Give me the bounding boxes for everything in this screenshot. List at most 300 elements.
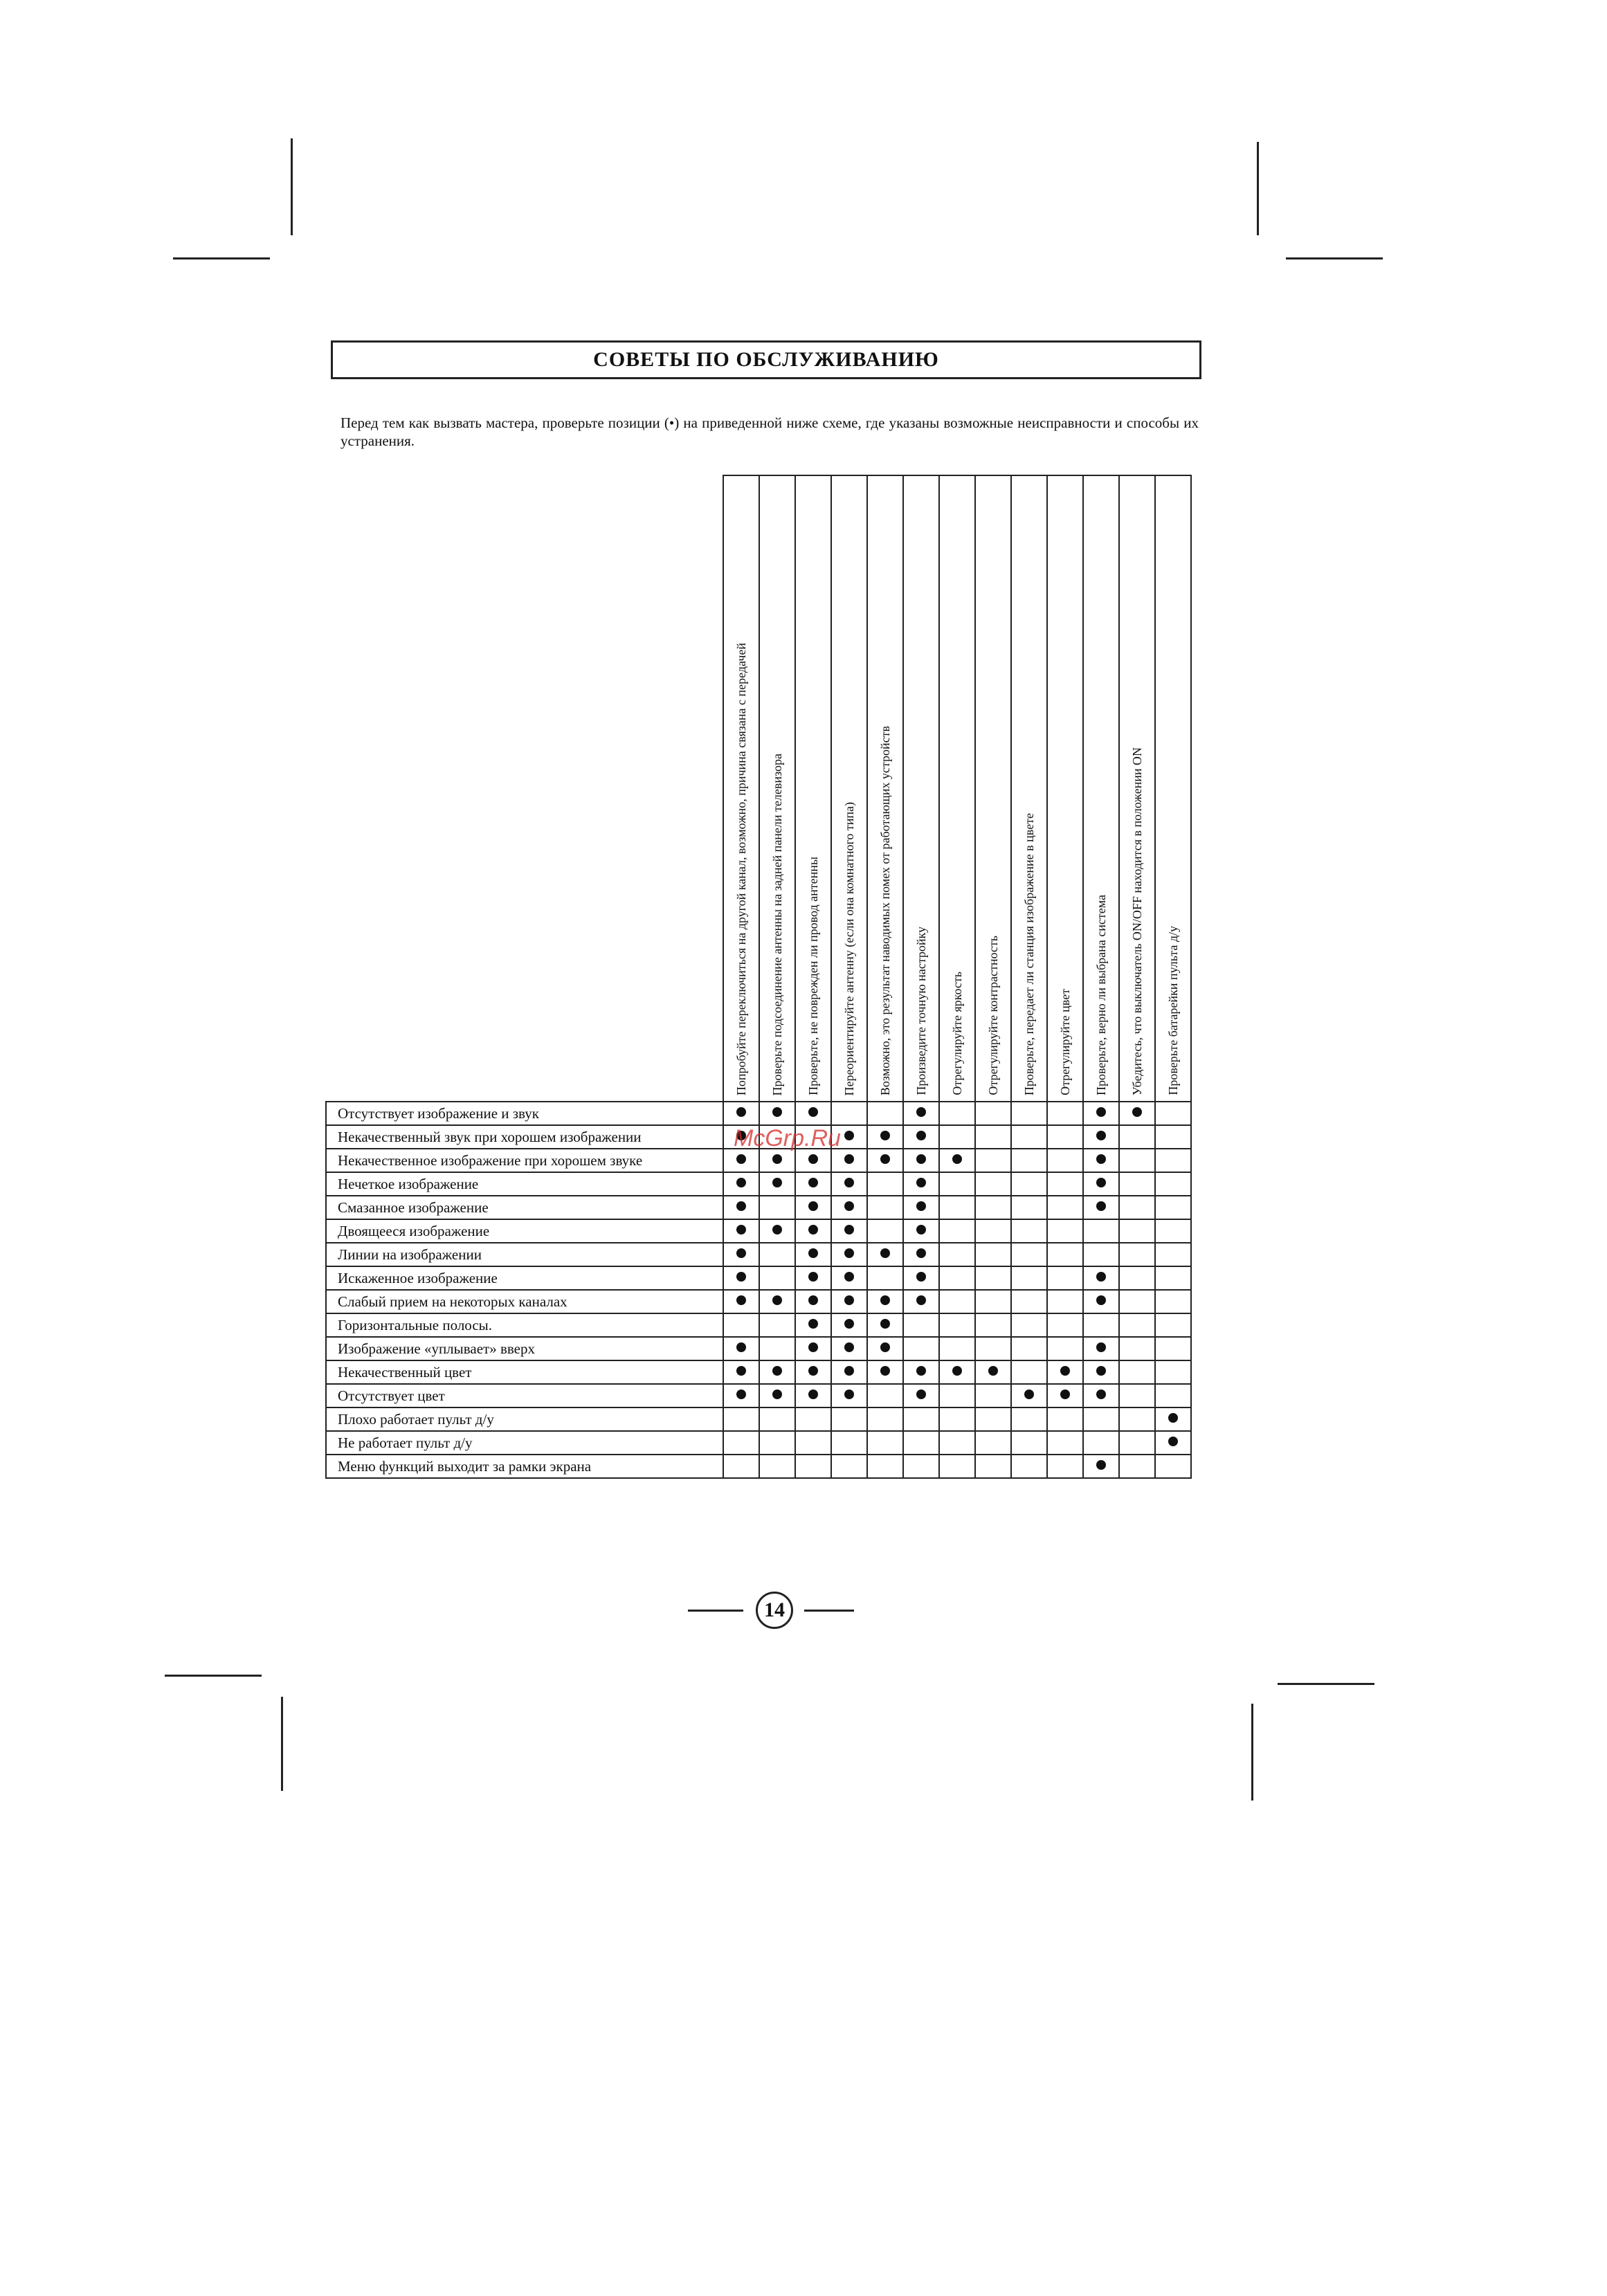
table-cell bbox=[1011, 1219, 1047, 1243]
table-cell bbox=[1155, 1384, 1191, 1407]
table-cell bbox=[723, 1431, 759, 1455]
table-cell bbox=[1047, 1219, 1083, 1243]
table-cell bbox=[759, 1266, 795, 1290]
crop-mark bbox=[173, 257, 270, 259]
table-cell bbox=[759, 1313, 795, 1337]
table-cell bbox=[1047, 1172, 1083, 1196]
table-cell bbox=[867, 1360, 903, 1384]
bullet-mark bbox=[844, 1319, 854, 1329]
column-header bbox=[795, 475, 831, 1102]
table-cell bbox=[1083, 1407, 1119, 1431]
bullet-mark bbox=[916, 1272, 926, 1282]
row-label: Линии на изображении bbox=[326, 1243, 723, 1266]
table-row bbox=[326, 1384, 1191, 1407]
bullet-mark bbox=[808, 1178, 818, 1187]
row-label: Не работает пульт д/у bbox=[326, 1431, 723, 1455]
table-cell bbox=[903, 1149, 939, 1172]
bullet-mark bbox=[808, 1295, 818, 1305]
table-cell bbox=[1047, 1290, 1083, 1313]
bullet-mark bbox=[916, 1107, 926, 1117]
table-cell bbox=[867, 1149, 903, 1172]
table-cell bbox=[759, 1290, 795, 1313]
table-cell bbox=[1155, 1243, 1191, 1266]
table-cell bbox=[939, 1172, 975, 1196]
bullet-mark bbox=[808, 1319, 818, 1329]
troubleshooting-table bbox=[325, 475, 1192, 1479]
table-cell bbox=[1083, 1219, 1119, 1243]
crop-mark bbox=[291, 138, 293, 235]
table-cell bbox=[1119, 1243, 1155, 1266]
table-cell bbox=[867, 1384, 903, 1407]
table-cell bbox=[867, 1407, 903, 1431]
bullet-mark bbox=[1096, 1460, 1106, 1470]
row-label: Изображение «уплывает» вверх bbox=[326, 1337, 723, 1360]
bullet-mark bbox=[880, 1366, 890, 1376]
table-cell bbox=[867, 1290, 903, 1313]
table-cell bbox=[903, 1360, 939, 1384]
table-cell bbox=[1119, 1102, 1155, 1125]
table-cell bbox=[1047, 1431, 1083, 1455]
table-cell bbox=[867, 1243, 903, 1266]
bullet-mark bbox=[772, 1107, 782, 1117]
bullet-mark bbox=[1060, 1366, 1070, 1376]
table-cell bbox=[867, 1196, 903, 1219]
table-cell bbox=[1083, 1196, 1119, 1219]
table-cell bbox=[1083, 1337, 1119, 1360]
column-header bbox=[1083, 475, 1119, 1102]
table-cell bbox=[831, 1102, 867, 1125]
header-spacer bbox=[326, 475, 723, 1102]
bullet-mark bbox=[772, 1154, 782, 1164]
bullet-mark bbox=[844, 1225, 854, 1234]
table-cell bbox=[903, 1243, 939, 1266]
table-cell bbox=[939, 1149, 975, 1172]
table-cell bbox=[1047, 1196, 1083, 1219]
table-cell bbox=[903, 1125, 939, 1149]
bullet-mark bbox=[1096, 1366, 1106, 1376]
bullet-mark bbox=[1096, 1295, 1106, 1305]
bullet-mark bbox=[1096, 1201, 1106, 1211]
table-cell bbox=[975, 1125, 1011, 1149]
table-cell bbox=[795, 1243, 831, 1266]
table-cell bbox=[1047, 1384, 1083, 1407]
table-cell bbox=[723, 1290, 759, 1313]
row-label: Смазанное изображение bbox=[326, 1196, 723, 1219]
table-cell bbox=[975, 1102, 1011, 1125]
table-cell bbox=[1011, 1431, 1047, 1455]
crop-mark bbox=[165, 1675, 262, 1677]
table-cell bbox=[1083, 1266, 1119, 1290]
table-cell bbox=[867, 1172, 903, 1196]
table-cell bbox=[1011, 1102, 1047, 1125]
bullet-mark bbox=[772, 1366, 782, 1376]
bullet-mark bbox=[880, 1295, 890, 1305]
row-label: Искаженное изображение bbox=[326, 1266, 723, 1290]
table-row bbox=[326, 1360, 1191, 1384]
table-cell bbox=[1047, 1125, 1083, 1149]
table-cell bbox=[1119, 1455, 1155, 1478]
table-row bbox=[326, 1172, 1191, 1196]
table-row bbox=[326, 1149, 1191, 1172]
table-cell bbox=[939, 1125, 975, 1149]
table-cell bbox=[1011, 1125, 1047, 1149]
table-cell bbox=[975, 1360, 1011, 1384]
table-cell bbox=[1155, 1125, 1191, 1149]
bullet-mark bbox=[916, 1131, 926, 1140]
table-cell bbox=[795, 1290, 831, 1313]
table-cell bbox=[1047, 1243, 1083, 1266]
bullet-mark bbox=[808, 1248, 818, 1258]
table-cell bbox=[759, 1196, 795, 1219]
table-cell bbox=[903, 1337, 939, 1360]
table-cell bbox=[903, 1172, 939, 1196]
table-cell bbox=[1083, 1149, 1119, 1172]
table-cell bbox=[939, 1337, 975, 1360]
table-cell bbox=[1155, 1266, 1191, 1290]
table-cell bbox=[1083, 1360, 1119, 1384]
table-cell bbox=[867, 1102, 903, 1125]
bullet-mark bbox=[844, 1154, 854, 1164]
table-cell bbox=[1155, 1360, 1191, 1384]
table-cell bbox=[939, 1407, 975, 1431]
bullet-mark bbox=[736, 1342, 746, 1352]
table-cell bbox=[1119, 1196, 1155, 1219]
table-cell bbox=[1155, 1196, 1191, 1219]
table-cell bbox=[795, 1407, 831, 1431]
table-cell bbox=[723, 1455, 759, 1478]
table-cell bbox=[831, 1431, 867, 1455]
table-cell bbox=[975, 1313, 1011, 1337]
bullet-mark bbox=[1024, 1390, 1034, 1399]
table-cell bbox=[1119, 1360, 1155, 1384]
table-cell bbox=[1119, 1313, 1155, 1337]
table-row bbox=[326, 1243, 1191, 1266]
bullet-mark bbox=[772, 1225, 782, 1234]
table-cell bbox=[795, 1360, 831, 1384]
table-cell bbox=[1011, 1149, 1047, 1172]
bullet-mark bbox=[736, 1272, 746, 1282]
bullet-mark bbox=[880, 1342, 890, 1352]
table-cell bbox=[903, 1219, 939, 1243]
table-cell bbox=[867, 1431, 903, 1455]
bullet-mark bbox=[736, 1201, 746, 1211]
table-cell bbox=[975, 1219, 1011, 1243]
row-label: Нечеткое изображение bbox=[326, 1172, 723, 1196]
bullet-mark bbox=[844, 1390, 854, 1399]
table-cell bbox=[903, 1313, 939, 1337]
column-header bbox=[903, 475, 939, 1102]
table-cell bbox=[939, 1384, 975, 1407]
table-cell bbox=[939, 1196, 975, 1219]
table-cell bbox=[723, 1407, 759, 1431]
table-cell bbox=[867, 1455, 903, 1478]
bullet-mark bbox=[844, 1201, 854, 1211]
table-cell bbox=[723, 1102, 759, 1125]
table-cell bbox=[723, 1196, 759, 1219]
table-row bbox=[326, 1337, 1191, 1360]
table-cell bbox=[831, 1360, 867, 1384]
table-row bbox=[326, 1290, 1191, 1313]
table-cell bbox=[1083, 1431, 1119, 1455]
bullet-mark bbox=[916, 1295, 926, 1305]
bullet-mark bbox=[916, 1248, 926, 1258]
table-cell bbox=[795, 1455, 831, 1478]
table-cell bbox=[975, 1431, 1011, 1455]
table-cell bbox=[939, 1102, 975, 1125]
table-cell bbox=[1011, 1313, 1047, 1337]
table-cell bbox=[1011, 1266, 1047, 1290]
bullet-mark bbox=[1096, 1154, 1106, 1164]
bullet-mark bbox=[1060, 1390, 1070, 1399]
column-header-label: Проверьте батарейки пульта д/у bbox=[1166, 926, 1180, 1095]
table-cell bbox=[1119, 1125, 1155, 1149]
table-cell bbox=[759, 1149, 795, 1172]
bullet-mark bbox=[916, 1178, 926, 1187]
bullet-mark bbox=[808, 1366, 818, 1376]
row-label: Двоящееся изображение bbox=[326, 1219, 723, 1243]
table-cell bbox=[903, 1384, 939, 1407]
column-header-label: Отрегулируйте цвет bbox=[1058, 989, 1072, 1095]
page-number-dash-right bbox=[804, 1610, 854, 1612]
table-cell bbox=[1119, 1407, 1155, 1431]
table-cell bbox=[831, 1407, 867, 1431]
table-cell bbox=[939, 1243, 975, 1266]
bullet-mark bbox=[808, 1154, 818, 1164]
table-row bbox=[326, 1431, 1191, 1455]
page-number: 14 bbox=[756, 1592, 793, 1629]
column-header bbox=[939, 475, 975, 1102]
column-header bbox=[1011, 475, 1047, 1102]
crop-mark bbox=[1251, 1704, 1253, 1801]
table-cell bbox=[723, 1384, 759, 1407]
table-cell bbox=[723, 1219, 759, 1243]
page-number-dash-left bbox=[688, 1610, 743, 1612]
bullet-mark bbox=[844, 1272, 854, 1282]
bullet-mark bbox=[808, 1272, 818, 1282]
table-cell bbox=[975, 1290, 1011, 1313]
table-cell bbox=[867, 1337, 903, 1360]
table-cell bbox=[903, 1431, 939, 1455]
column-header bbox=[975, 475, 1011, 1102]
table-cell bbox=[1155, 1149, 1191, 1172]
bullet-mark bbox=[772, 1390, 782, 1399]
bullet-mark bbox=[1168, 1413, 1178, 1423]
table-cell bbox=[831, 1196, 867, 1219]
table-cell bbox=[1155, 1219, 1191, 1243]
table-cell bbox=[831, 1172, 867, 1196]
table-cell bbox=[903, 1290, 939, 1313]
table-cell bbox=[903, 1196, 939, 1219]
bullet-mark bbox=[808, 1201, 818, 1211]
table-cell bbox=[1119, 1266, 1155, 1290]
table-cell bbox=[1155, 1172, 1191, 1196]
row-label: Некачественный цвет bbox=[326, 1360, 723, 1384]
table-cell bbox=[1083, 1243, 1119, 1266]
bullet-mark bbox=[736, 1154, 746, 1164]
table-cell bbox=[867, 1125, 903, 1149]
table-cell bbox=[831, 1337, 867, 1360]
table-cell bbox=[759, 1219, 795, 1243]
table-cell bbox=[1119, 1384, 1155, 1407]
column-header-label: Проверьте, передает ли станция изображение в цвете bbox=[1022, 812, 1036, 1095]
table-cell bbox=[939, 1313, 975, 1337]
crop-mark bbox=[281, 1697, 283, 1791]
table-row bbox=[326, 1102, 1191, 1125]
row-label: Меню функций выходит за рамки экрана bbox=[326, 1455, 723, 1478]
table-cell bbox=[939, 1266, 975, 1290]
bullet-mark bbox=[736, 1295, 746, 1305]
row-label: Некачественное изображение при хорошем звуке bbox=[326, 1149, 723, 1172]
column-header-label: Проверьте, не поврежден ли провод антенны bbox=[806, 857, 820, 1095]
row-label: Некачественный звук при хорошем изображении bbox=[326, 1125, 723, 1149]
table-cell bbox=[759, 1407, 795, 1431]
table-cell bbox=[1119, 1149, 1155, 1172]
table-cell bbox=[759, 1360, 795, 1384]
row-label: Отсутствует изображение и звук bbox=[326, 1102, 723, 1125]
table-cell bbox=[1047, 1455, 1083, 1478]
intro-text: Перед тем как вызвать мастера, проверьте позиции (•) на приведенной ниже схеме, где указаны возможные неисправности и способы их устранения. bbox=[341, 414, 1199, 449]
table-cell bbox=[903, 1455, 939, 1478]
bullet-mark bbox=[772, 1295, 782, 1305]
bullet-mark bbox=[1096, 1342, 1106, 1352]
table-row bbox=[326, 1266, 1191, 1290]
table-cell bbox=[975, 1172, 1011, 1196]
bullet-mark bbox=[808, 1225, 818, 1234]
table-row bbox=[326, 1196, 1191, 1219]
table-cell bbox=[795, 1313, 831, 1337]
column-header bbox=[1155, 475, 1191, 1102]
column-header-label: Возможно, это результат наводимых помех от работающих устройств bbox=[878, 725, 892, 1095]
table-cell bbox=[723, 1149, 759, 1172]
bullet-mark bbox=[844, 1366, 854, 1376]
table-cell bbox=[867, 1219, 903, 1243]
bullet-mark bbox=[736, 1225, 746, 1234]
bullet-mark bbox=[808, 1342, 818, 1352]
table-cell bbox=[831, 1455, 867, 1478]
table-cell bbox=[1083, 1384, 1119, 1407]
table-cell bbox=[939, 1290, 975, 1313]
table-cell bbox=[723, 1266, 759, 1290]
table-cell bbox=[795, 1102, 831, 1125]
table-cell bbox=[867, 1266, 903, 1290]
bullet-mark bbox=[844, 1342, 854, 1352]
bullet-mark bbox=[952, 1366, 962, 1376]
table-cell bbox=[1011, 1360, 1047, 1384]
table-cell bbox=[1011, 1337, 1047, 1360]
column-header-row bbox=[326, 475, 1191, 1102]
table-cell bbox=[723, 1172, 759, 1196]
bullet-mark bbox=[916, 1390, 926, 1399]
row-label: Горизонтальные полосы. bbox=[326, 1313, 723, 1337]
table-cell bbox=[795, 1431, 831, 1455]
table-cell bbox=[975, 1149, 1011, 1172]
bullet-mark bbox=[952, 1154, 962, 1164]
table-cell bbox=[939, 1431, 975, 1455]
table-cell bbox=[1083, 1455, 1119, 1478]
page-title: СОВЕТЫ ПО ОБСЛУЖИВАНИЮ bbox=[331, 340, 1201, 379]
table-cell bbox=[1155, 1102, 1191, 1125]
table-cell bbox=[1083, 1172, 1119, 1196]
table-cell bbox=[1047, 1149, 1083, 1172]
table-cell bbox=[975, 1196, 1011, 1219]
bullet-mark bbox=[916, 1225, 926, 1234]
row-label: Отсутствует цвет bbox=[326, 1384, 723, 1407]
table-cell bbox=[903, 1102, 939, 1125]
table-cell bbox=[759, 1337, 795, 1360]
table-cell bbox=[975, 1243, 1011, 1266]
table-cell bbox=[939, 1219, 975, 1243]
table-cell bbox=[1047, 1360, 1083, 1384]
bullet-mark bbox=[808, 1390, 818, 1399]
column-header-label: Попробуйте переключиться на другой канал, возможно, причина связана с передачей bbox=[734, 642, 748, 1095]
table-cell bbox=[1155, 1313, 1191, 1337]
table-cell bbox=[759, 1431, 795, 1455]
table-cell bbox=[795, 1172, 831, 1196]
column-header bbox=[1047, 475, 1083, 1102]
table-cell bbox=[867, 1313, 903, 1337]
bullet-mark bbox=[988, 1366, 998, 1376]
table-cell bbox=[1011, 1196, 1047, 1219]
table-cell bbox=[795, 1384, 831, 1407]
table-cell bbox=[975, 1384, 1011, 1407]
bullet-mark bbox=[736, 1107, 746, 1117]
table-cell bbox=[975, 1407, 1011, 1431]
table-cell bbox=[795, 1196, 831, 1219]
bullet-mark bbox=[916, 1201, 926, 1211]
table-cell bbox=[1011, 1172, 1047, 1196]
table-row bbox=[326, 1455, 1191, 1478]
table-cell bbox=[1011, 1384, 1047, 1407]
table-cell bbox=[1083, 1313, 1119, 1337]
bullet-mark bbox=[772, 1178, 782, 1187]
table-row bbox=[326, 1407, 1191, 1431]
bullet-mark bbox=[916, 1366, 926, 1376]
table-cell bbox=[1119, 1290, 1155, 1313]
table-cell bbox=[1155, 1431, 1191, 1455]
crop-mark bbox=[1257, 142, 1259, 235]
table-cell bbox=[831, 1384, 867, 1407]
table-cell bbox=[759, 1243, 795, 1266]
table-cell bbox=[759, 1455, 795, 1478]
bullet-mark bbox=[844, 1295, 854, 1305]
table-cell bbox=[1011, 1243, 1047, 1266]
table-cell bbox=[975, 1337, 1011, 1360]
table-cell bbox=[831, 1313, 867, 1337]
table-cell bbox=[759, 1172, 795, 1196]
table-cell bbox=[1155, 1455, 1191, 1478]
table-cell bbox=[1119, 1431, 1155, 1455]
bullet-mark bbox=[1096, 1131, 1106, 1140]
table-cell bbox=[795, 1219, 831, 1243]
table-cell bbox=[1047, 1266, 1083, 1290]
table-cell bbox=[903, 1407, 939, 1431]
table-cell bbox=[1155, 1290, 1191, 1313]
table-cell bbox=[1011, 1455, 1047, 1478]
crop-mark bbox=[1278, 1683, 1374, 1685]
table-cell bbox=[795, 1149, 831, 1172]
column-header-label: Отрегулируйте контрастность bbox=[986, 936, 1000, 1095]
table-cell bbox=[1155, 1407, 1191, 1431]
bullet-mark bbox=[916, 1154, 926, 1164]
column-header-label: Произведите точную настройку bbox=[914, 927, 928, 1095]
column-header-label: Проверьте, верно ли выбрана система bbox=[1094, 895, 1108, 1095]
table-cell bbox=[759, 1102, 795, 1125]
row-label: Плохо работает пульт д/у bbox=[326, 1407, 723, 1431]
table-row bbox=[326, 1313, 1191, 1337]
bullet-mark bbox=[880, 1154, 890, 1164]
table-cell bbox=[975, 1455, 1011, 1478]
crop-mark bbox=[1286, 257, 1383, 259]
